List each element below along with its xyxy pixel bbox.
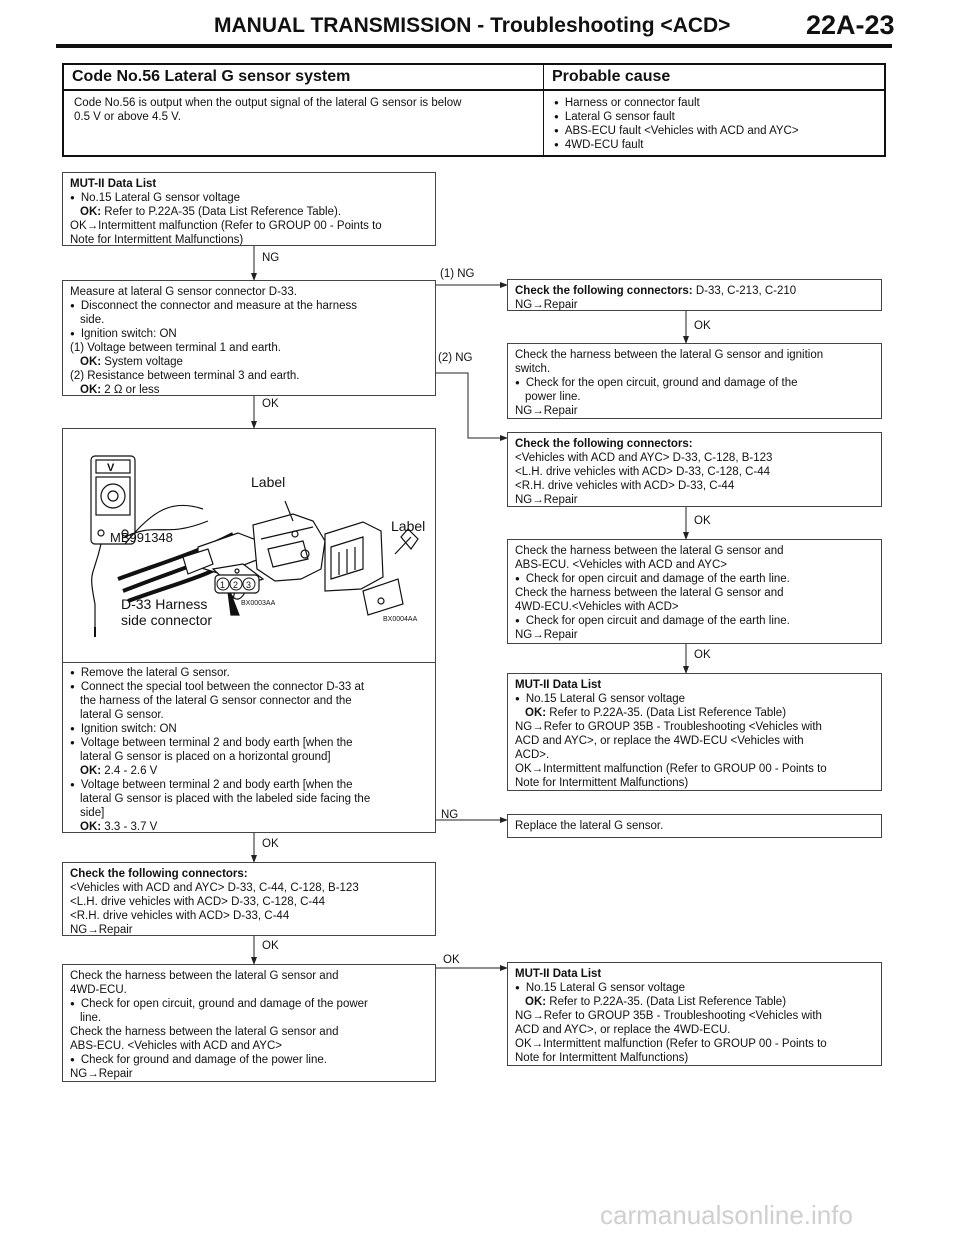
step-text: <Vehicles with ACD and AYC> D-33, C-44, C-128, B-123	[70, 882, 359, 894]
step-check-connectors	[507, 279, 882, 311]
step-text: <Vehicles with ACD and AYC> D-33, C-128, B-123	[515, 452, 773, 464]
figure-panel	[63, 429, 435, 663]
step-text: switch.	[515, 363, 551, 375]
step-text: ACD and AYC>, or replace the 4WD-ECU <Vehicles with	[515, 735, 804, 747]
ok-criterion: OK:	[80, 206, 102, 218]
step-text: 3.3 - 3.7 V	[101, 821, 158, 833]
ok-criterion: OK:	[80, 356, 102, 368]
step-text: <R.H. drive vehicles with ACD> D-33, C-44	[515, 480, 735, 492]
step-text: NG→Repair	[515, 494, 578, 506]
ok-criterion: OK:	[80, 821, 102, 833]
step-text: ● Check for open circuit, ground and damage of the power	[70, 997, 428, 1011]
cause-item: ● 4WD-ECU fault	[554, 138, 874, 152]
step-title: MUT-II Data List	[515, 679, 602, 691]
step-text: NG→Repair	[70, 1068, 133, 1080]
step-text: ● Remove the lateral G sensor.	[70, 666, 370, 680]
step-title: Check the following connectors:	[70, 868, 248, 880]
step-text: 2 Ω or less	[101, 384, 160, 396]
step-text: 2.4 - 2.6 V	[101, 765, 158, 777]
ok-label: OK	[262, 838, 279, 850]
step-mut-data-list	[62, 172, 436, 246]
step-text: <R.H. drive vehicles with ACD> D-33, C-44	[70, 910, 290, 922]
step-text: NG→Repair	[70, 924, 133, 936]
step-text: line.	[80, 1012, 102, 1024]
step-text: OK→Intermittent malfunction (Refer to GROUP 00 - Points to	[70, 220, 382, 232]
step-text: ACD and AYC>, or replace the 4WD-ECU.	[515, 1024, 731, 1036]
ok-label: OK	[443, 954, 460, 966]
step-text: ● Check for open circuit and damage of the earth line.	[515, 614, 874, 628]
step-mut-data-list-2	[507, 673, 882, 791]
code-header: Code No.56 Lateral G sensor system	[64, 65, 544, 91]
step-text: Note for Intermittent Malfunctions)	[70, 234, 244, 246]
step-title: MUT-II Data List	[515, 968, 602, 980]
step-text: OK→Intermittent malfunction (Refer to GROUP 00 - Points to	[515, 763, 827, 775]
step-text: Refer to P.22A-35. (Data List Reference Table)	[546, 996, 787, 1008]
cause-header: Probable cause	[544, 65, 884, 91]
ok-criterion: OK:	[525, 707, 547, 719]
ok-label: OK	[262, 940, 279, 952]
step-text: System voltage	[101, 356, 183, 368]
ng-2-label: (2) NG	[438, 352, 473, 364]
connector-line	[436, 373, 507, 438]
step-title: Check the following connectors:	[515, 438, 693, 450]
harness-caption-2: side connector	[121, 612, 213, 628]
label-callout-1: Label	[251, 474, 286, 490]
step-text: ● Check for open circuit and damage of the earth line.	[515, 572, 874, 586]
step-text: ● Ignition switch: ON	[70, 327, 428, 341]
watermark: carmanualsonline.info	[600, 1200, 853, 1230]
description-line: Code No.56 is output when the output signal of the lateral G sensor is below	[74, 97, 462, 109]
step-text: ACD>.	[515, 749, 550, 761]
pin-1-label: 1	[220, 580, 226, 590]
page-number: 22A-23	[806, 10, 895, 40]
step-text-block	[70, 666, 370, 834]
ok-criterion: OK:	[525, 996, 547, 1008]
step-text: Replace the lateral G sensor.	[515, 820, 664, 832]
step-check-connectors-3	[62, 862, 436, 936]
step-replace-sensor	[507, 814, 882, 838]
step-text: ● Ignition switch: ON	[70, 722, 370, 736]
description-line: 0.5 V or above 4.5 V.	[74, 111, 181, 123]
step-text: ABS-ECU. <Vehicles with ACD and AYC>	[70, 1040, 282, 1052]
step-text: side.	[80, 314, 105, 326]
step-text: ● Connect the special tool between the connector D-33 at	[70, 680, 370, 694]
step-text: ● Disconnect the connector and measure at the harness	[70, 299, 428, 313]
step-text: NG→Repair	[515, 405, 578, 417]
step-check-harness-ecu	[507, 539, 882, 644]
step-text: Check the harness between the lateral G sensor and ignition	[515, 349, 824, 361]
step-text: 4WD-ECU.	[70, 984, 127, 996]
step-text: <L.H. drive vehicles with ACD> D-33, C-128, C-44	[70, 896, 326, 908]
step-text: ● Voltage between terminal 2 and body earth [when the	[70, 778, 370, 792]
pin-2-label: 2	[233, 580, 239, 590]
meter-letter: V	[107, 462, 115, 474]
step-text: NG→Refer to GROUP 35B - Troubleshooting <Vehicles with	[515, 721, 822, 733]
step-text: ● No.15 Lateral G sensor voltage	[515, 692, 874, 706]
step-text: side]	[80, 807, 105, 819]
figure-code-1: BX0003AA	[241, 600, 276, 607]
step-text: NG→Repair	[515, 299, 578, 311]
ok-criterion: OK:	[80, 384, 102, 396]
pin-3-label: 3	[246, 580, 252, 590]
step-title: MUT-II Data List	[70, 178, 157, 190]
step-check-connectors-2	[507, 432, 882, 507]
step-text: lateral G sensor.	[80, 709, 164, 721]
step-text: Note for Intermittent Malfunctions)	[515, 777, 689, 789]
step-check-harness-ignition	[507, 343, 882, 419]
step-text: power line.	[525, 391, 581, 403]
cause-item: ● ABS-ECU fault <Vehicles with ACD and AYC>	[554, 124, 874, 138]
step-text: NG→Refer to GROUP 35B - Troubleshooting <Vehicles with	[515, 1010, 822, 1022]
step-text: 4WD-ECU.<Vehicles with ACD>	[515, 601, 679, 613]
step-title: Check the following connectors:	[515, 285, 693, 297]
step-text: <L.H. drive vehicles with ACD> D-33, C-128, C-44	[515, 466, 771, 478]
step-text: Note for Intermittent Malfunctions)	[515, 1052, 689, 1064]
step-text: NG→Repair	[515, 629, 578, 641]
step-text: ● No.15 Lateral G sensor voltage	[70, 191, 428, 205]
sensor-figure	[63, 429, 435, 662]
step-text: Check the harness between the lateral G sensor and	[515, 545, 784, 557]
step-text: Refer to P.22A-35. (Data List Reference Table)	[546, 707, 787, 719]
step-text: Check the harness between the lateral G sensor and	[515, 587, 784, 599]
step-text: ● Voltage between terminal 2 and body earth [when the	[70, 736, 370, 750]
step-text: ● No.15 Lateral G sensor voltage	[515, 981, 874, 995]
ok-label: OK	[694, 649, 711, 661]
ok-label: OK	[262, 398, 279, 410]
step-text: the harness of the lateral G sensor connector and the	[80, 695, 352, 707]
step-text: Check the harness between the lateral G sensor and	[70, 970, 339, 982]
cause-item: ● Harness or connector fault	[554, 96, 874, 110]
ng-1-label: (1) NG	[440, 268, 475, 280]
step-text: Measure at lateral G sensor connector D-33.	[70, 286, 297, 298]
ng-label: NG	[441, 809, 459, 821]
step-text: ● Check for the open circuit, ground and damage of the	[515, 376, 874, 390]
step-special-tool	[62, 428, 436, 833]
step-text: (2) Resistance between terminal 3 and earth.	[70, 370, 300, 382]
step-check-harness-4wd	[62, 964, 436, 1082]
step-text: ● Check for ground and damage of the power line.	[70, 1053, 428, 1067]
step-text: lateral G sensor is placed on a horizontal ground]	[80, 751, 331, 763]
step-mut-data-list-3	[507, 962, 882, 1066]
step-text: ABS-ECU. <Vehicles with ACD and AYC>	[515, 559, 727, 571]
step-text: D-33, C-213, C-210	[692, 285, 797, 297]
ok-label: OK	[694, 320, 711, 332]
ok-criterion: OK:	[80, 765, 102, 777]
harness-caption-1: D-33 Harness	[121, 596, 208, 612]
ok-label: OK	[694, 515, 711, 527]
figure-code-2: BX0004AA	[383, 616, 418, 623]
ng-label: NG	[262, 252, 280, 264]
step-text: lateral G sensor is placed with the labeled side facing the	[80, 793, 371, 805]
step-measure-connector	[62, 280, 436, 396]
cause-item: ● Lateral G sensor fault	[554, 110, 874, 124]
tool-number: MB991348	[110, 530, 173, 545]
step-text: OK→Intermittent malfunction (Refer to GROUP 00 - Points to	[515, 1038, 827, 1050]
step-text: Refer to P.22A-35 (Data List Reference Table).	[101, 206, 342, 218]
step-text: Check the harness between the lateral G sensor and	[70, 1026, 339, 1038]
page-title: MANUAL TRANSMISSION - Troubleshooting <ACD>	[214, 14, 731, 37]
step-text: (1) Voltage between terminal 1 and earth.	[70, 342, 281, 354]
label-callout-2: Label	[391, 518, 426, 534]
pin-numbers	[217, 578, 255, 590]
